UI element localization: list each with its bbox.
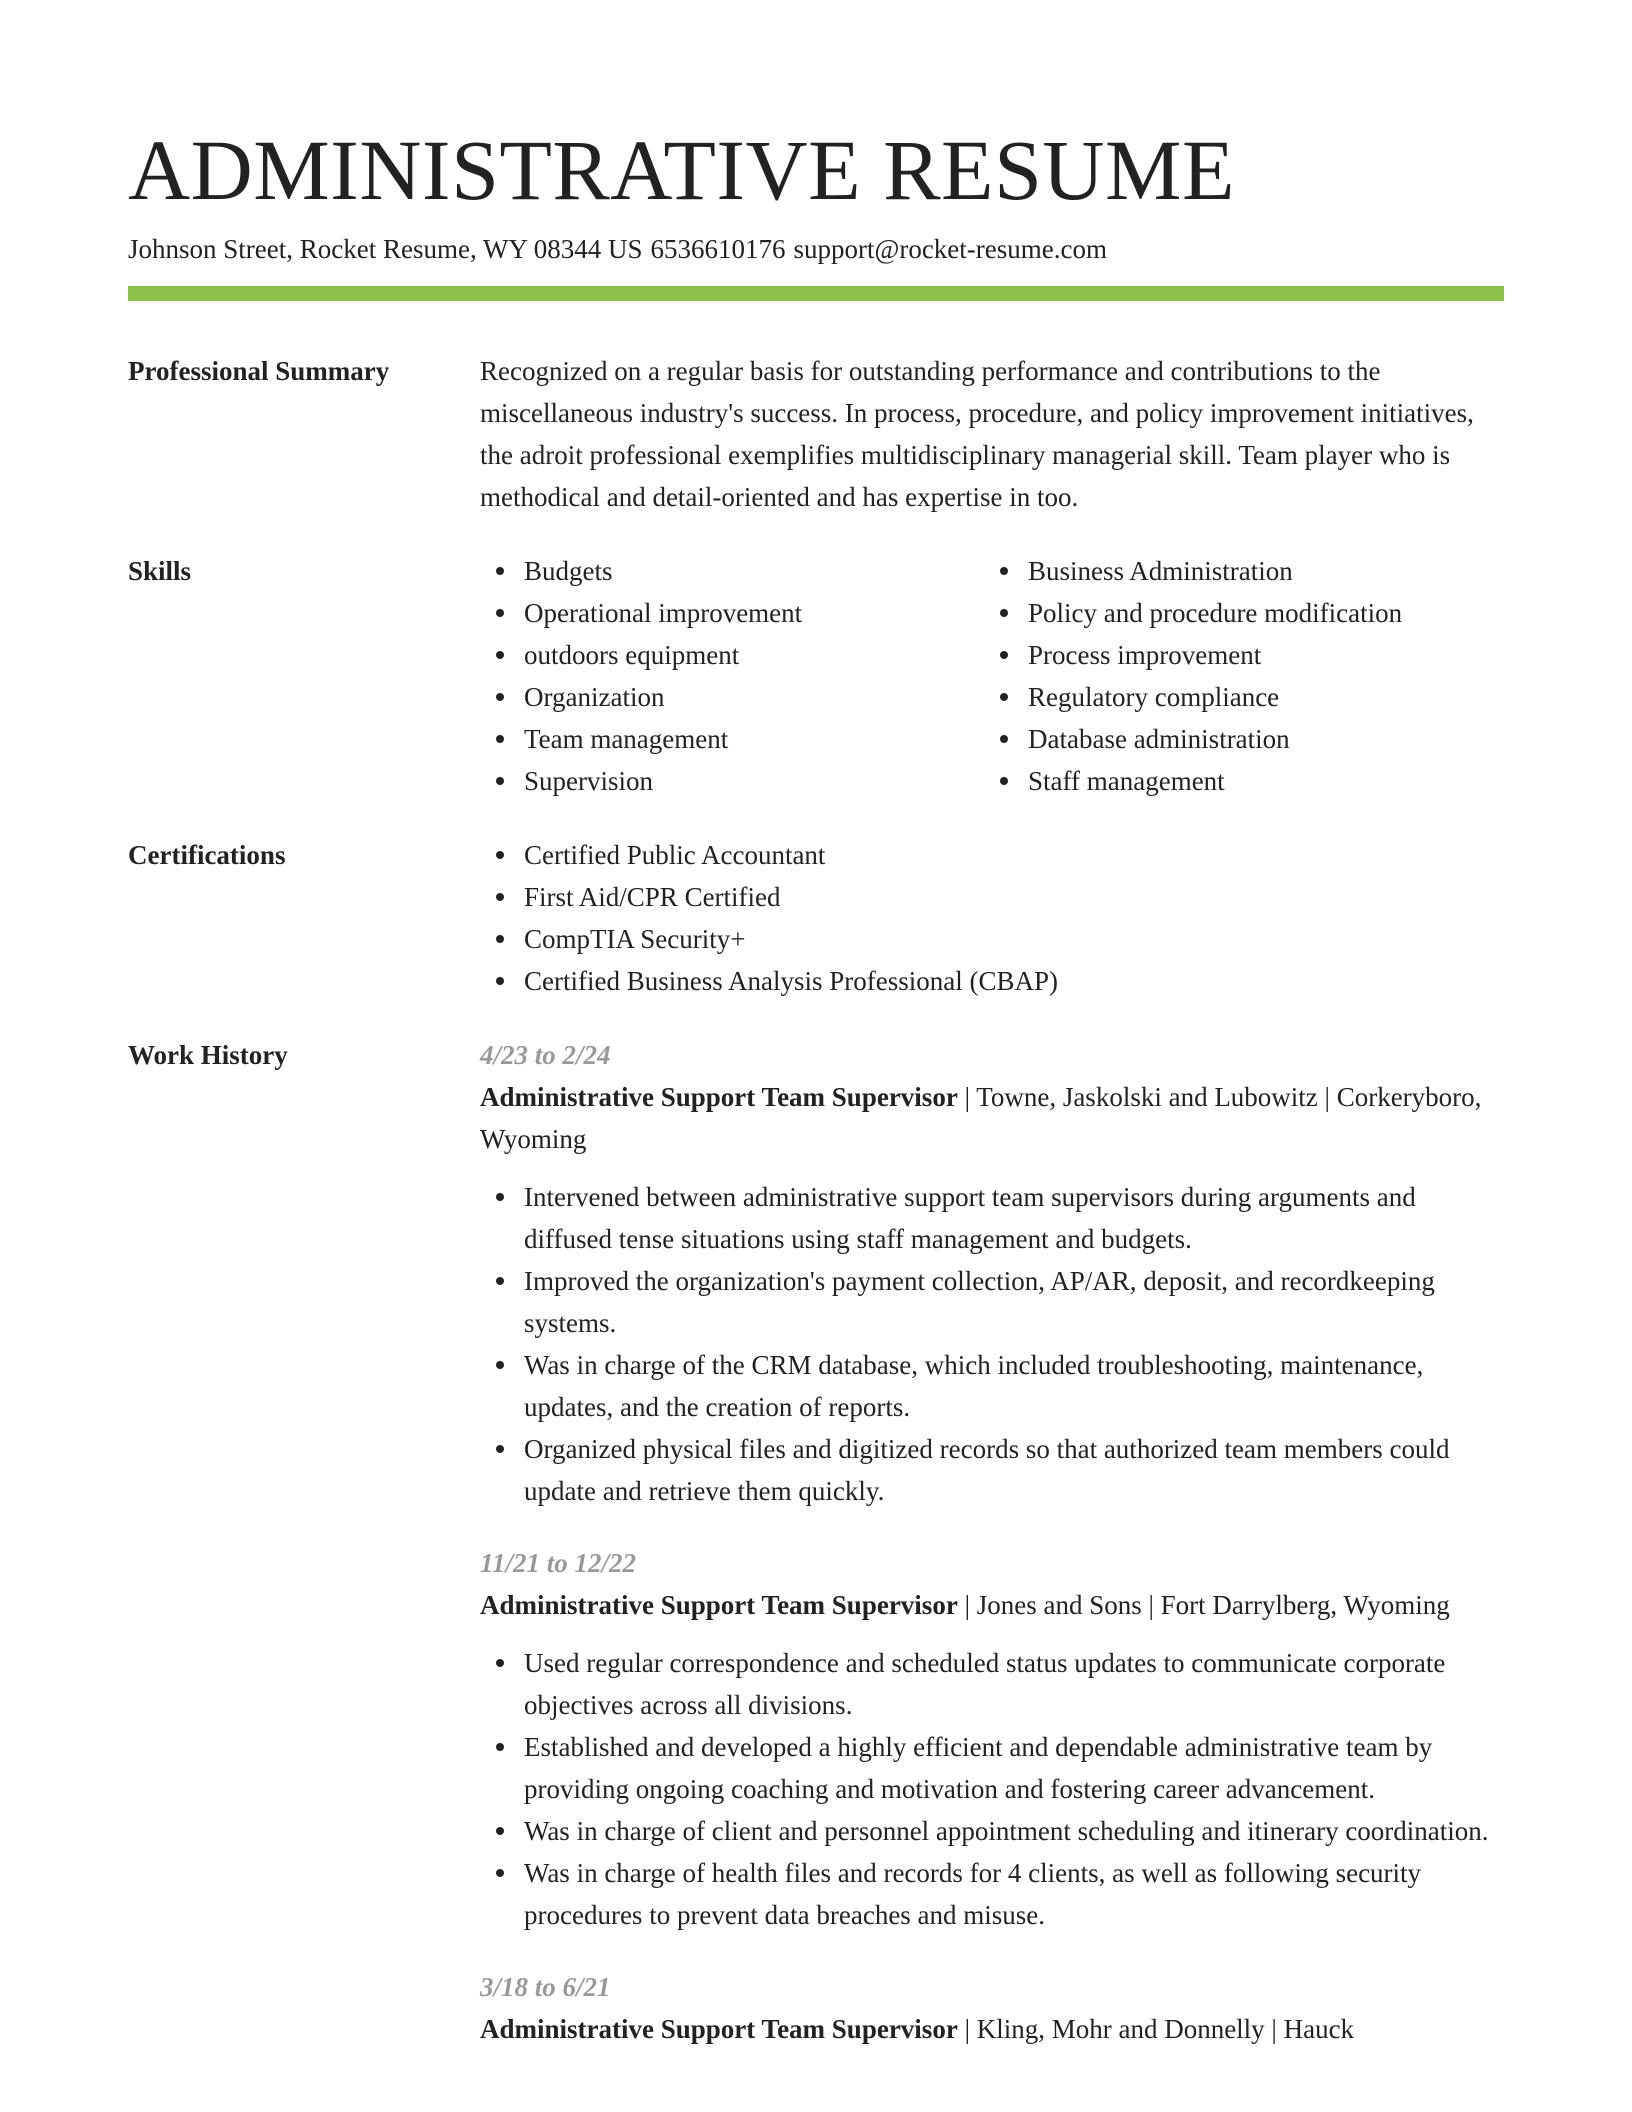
- skill-item: Operational improvement: [480, 592, 984, 634]
- skill-item: Organization: [480, 676, 984, 718]
- contact-phone: 6536610176: [650, 234, 786, 264]
- job-title: Administrative Support Team Supervisor: [480, 1082, 958, 1112]
- job-title-line: [480, 2008, 1504, 2050]
- skill-item: Budgets: [480, 550, 984, 592]
- job-dates: 4/23 to 2/24: [480, 1040, 611, 1070]
- skill-item: Team management: [480, 718, 984, 760]
- section-label-work-history: Work History: [128, 1040, 288, 1070]
- summary-text: Recognized on a regular basis for outstanding performance and contributions to the miscellaneous industry's success. In process, procedure, and policy improvement initiatives, the adroit professional exemplifies multidisciplinary managerial skill. Team player who is methodical and detail-oriented and has expertise in too.: [480, 356, 1474, 512]
- job-bullet: Was in charge of the CRM database, which included troubleshooting, maintenance, updates, and the creation of reports.: [480, 1344, 1504, 1428]
- job-title-line: [480, 1584, 1504, 1626]
- job-bullets: [480, 1642, 1504, 1936]
- job-bullet: Was in charge of client and personnel appointment scheduling and itinerary coordination.: [480, 1810, 1504, 1852]
- contact-address: Johnson Street, Rocket Resume, WY 08344 US: [128, 234, 643, 264]
- certification-item: First Aid/CPR Certified: [480, 876, 1504, 918]
- certifications-list: [480, 834, 1504, 1002]
- job-bullet: Organized physical files and digitized records so that authorized team members could update and retrieve them quickly.: [480, 1428, 1504, 1512]
- skills-list-left: [480, 550, 984, 802]
- job-dates: 11/21 to 12/22: [480, 1548, 637, 1578]
- certification-item: Certified Public Accountant: [480, 834, 1504, 876]
- resume-title: ADMINISTRATIVE RESUME: [128, 122, 1235, 218]
- skill-item: outdoors equipment: [480, 634, 984, 676]
- summary-body: [480, 350, 1504, 518]
- job-company-location: | Jones and Sons | Fort Darrylberg, Wyoming: [957, 1590, 1450, 1620]
- section-label-certifications: Certifications: [128, 840, 286, 870]
- job-company-location: | Towne, Jaskolski and Lubowitz | Corkeryboro, Wyoming: [480, 1082, 1482, 1154]
- job-bullet: Was in charge of health files and records for 4 clients, as well as following security procedures to prevent data breaches and misuse.: [480, 1852, 1504, 1936]
- skill-item: Supervision: [480, 760, 984, 802]
- work-history-body: [480, 1034, 1504, 2066]
- certifications-body: [480, 834, 1504, 1002]
- job-title-line: [480, 1076, 1504, 1160]
- skill-item: Database administration: [984, 718, 1488, 760]
- certification-item: CompTIA Security+: [480, 918, 1504, 960]
- contact-email: support@rocket-resume.com: [793, 234, 1107, 264]
- job-entry: [480, 1034, 1504, 1512]
- certification-item: Certified Business Analysis Professional (CBAP): [480, 960, 1504, 1002]
- job-title: Administrative Support Team Supervisor: [480, 2014, 958, 2044]
- job-bullets: [480, 1176, 1504, 1512]
- skill-item: Business Administration: [984, 550, 1488, 592]
- job-bullet: Intervened between administrative support team supervisors during arguments and diffused tense situations using staff management and budgets.: [480, 1176, 1504, 1260]
- job-bullet: Improved the organization's payment collection, AP/AR, deposit, and recordkeeping systems.: [480, 1260, 1504, 1344]
- skill-item: Process improvement: [984, 634, 1488, 676]
- job-company-location: | Kling, Mohr and Donnelly | Hauck: [957, 2014, 1355, 2044]
- skill-item: Staff management: [984, 760, 1488, 802]
- job-title: Administrative Support Team Supervisor: [480, 1590, 958, 1620]
- job-entry: [480, 1542, 1504, 1936]
- header-divider: [128, 286, 1504, 301]
- skill-item: Regulatory compliance: [984, 676, 1488, 718]
- skill-item: Policy and procedure modification: [984, 592, 1488, 634]
- section-label-skills: Skills: [128, 556, 192, 586]
- job-entry: [480, 1966, 1504, 2050]
- job-dates: 3/18 to 6/21: [480, 1972, 611, 2002]
- job-bullet: Established and developed a highly efficient and dependable administrative team by providing ongoing coaching and motivation and fostering career advancement.: [480, 1726, 1504, 1810]
- job-bullet: Used regular correspondence and scheduled status updates to communicate corporate objectives across all divisions.: [480, 1642, 1504, 1726]
- skills-body: [480, 550, 1504, 802]
- section-label-summary: Professional Summary: [128, 356, 390, 386]
- contact-line: [128, 229, 1107, 269]
- skills-list-right: [984, 550, 1488, 802]
